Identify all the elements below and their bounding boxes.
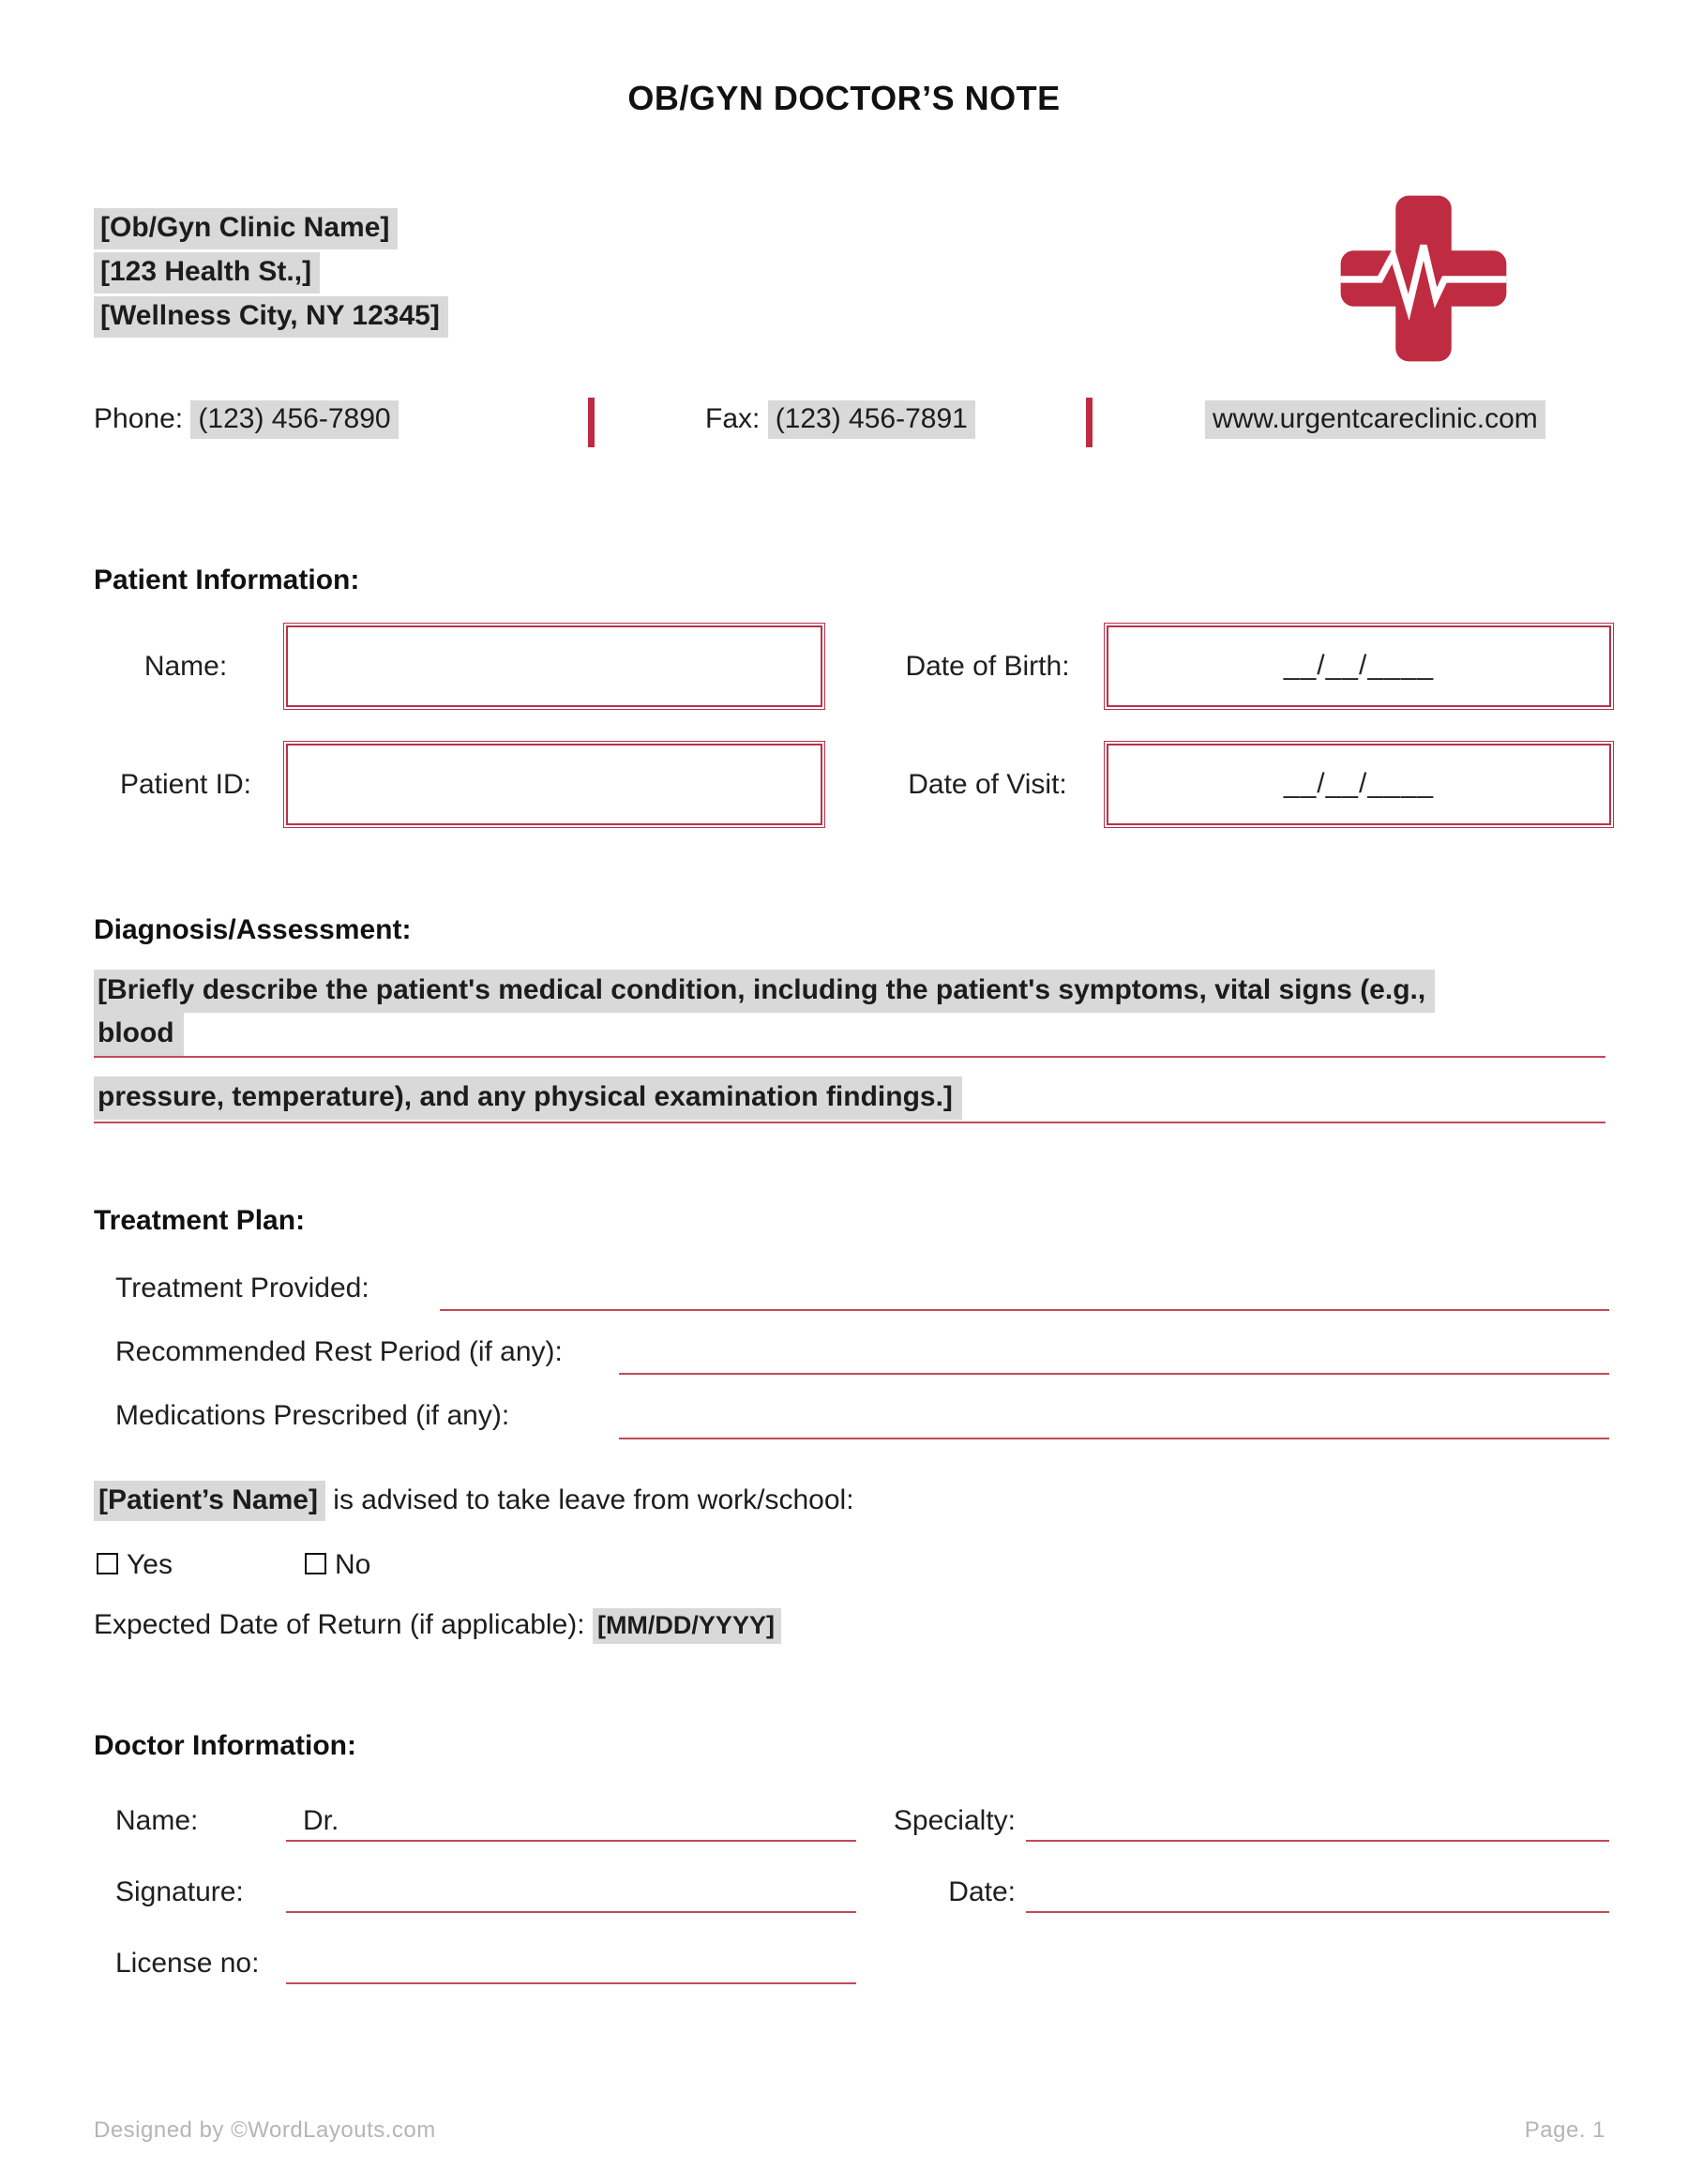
diagnosis-placeholder-line2: pressure, temperature), and any physical examination findings.] [94,1077,962,1120]
no-option [305,1549,370,1581]
treatment-provided-field[interactable] [440,1309,1609,1311]
date-field[interactable] [1026,1911,1609,1913]
doctor-information-heading: Doctor Information: [94,1730,356,1761]
patient-id-input[interactable] [283,741,825,828]
website-url: www.urgentcareclinic.com [1205,400,1545,439]
diagnosis-heading: Diagnosis/Assessment: [94,914,412,945]
patient-id-label: Patient ID: [119,769,252,800]
yes-option [97,1549,173,1581]
no-label: No [335,1549,371,1580]
diagnosis-write-line-2[interactable] [94,1122,1605,1123]
license-field[interactable] [286,1982,856,1984]
medications-label: Medications Prescribed (if any): [115,1400,510,1431]
fax-block [705,403,975,435]
treatment-provided-label: Treatment Provided: [115,1273,369,1303]
date-label: Date: [948,1876,1016,1907]
doctor-name-field[interactable] [286,1840,856,1842]
clinic-name: [Ob/Gyn Clinic Name] [94,208,398,249]
footer-credit: Designed by ©WordLayouts.com [94,2117,436,2143]
leave-advisory-text: is advised to take leave from work/school: [324,1484,854,1515]
patient-name-placeholder: [Patient’s Name] [94,1481,325,1521]
no-checkbox[interactable] [305,1553,326,1574]
rest-period-field[interactable] [619,1373,1609,1375]
footer-page-number: Page. 1 [1524,2117,1605,2143]
diagnosis-write-line-1[interactable] [94,1056,1605,1058]
expected-return-label: Expected Date of Return (if applicable): [94,1609,593,1640]
fax-label: Fax: [705,403,768,434]
treatment-plan-heading: Treatment Plan: [94,1205,306,1236]
patient-information-heading: Patient Information: [94,565,360,595]
phone-block [94,403,399,435]
clinic-address-line2: [Wellness City, NY 12345] [94,296,448,338]
patient-name-input[interactable] [283,623,825,710]
license-label: License no: [115,1948,260,1979]
specialty-label: Specialty: [893,1805,1016,1836]
specialty-field[interactable] [1026,1840,1609,1842]
diagnosis-placeholder-line1: [Briefly describe the patient's medical condition, including the patient's symptoms, vital signs (e.g., [94,970,1435,1013]
fax-number: (123) 456-7891 [768,400,975,439]
patient-name-label: Name: [143,651,228,682]
phone-number: (123) 456-7890 [190,400,398,439]
phone-label: Phone: [94,403,191,434]
leave-advisory-line [94,1484,854,1516]
date-of-visit-label: Date of Visit: [908,769,1067,800]
medical-cross-icon [1336,189,1511,368]
rest-period-label: Recommended Rest Period (if any): [115,1336,563,1367]
page-title: OB/GYN DOCTOR’S NOTE [627,79,1061,117]
medications-field[interactable] [619,1438,1609,1439]
divider-bar [1086,398,1093,447]
yes-checkbox[interactable] [97,1553,118,1574]
diagnosis-placeholder-line1-cont: blood [94,1013,184,1056]
date-of-visit-input[interactable]: __/__/____ [1104,741,1614,828]
signature-label: Signature: [115,1876,244,1907]
signature-field[interactable] [286,1911,856,1913]
doctor-name-label: Name: [115,1805,199,1836]
doctor-name-prefix: Dr. [303,1805,339,1836]
clinic-address-line1: [123 Health St.,] [94,252,320,294]
expected-return-line [94,1609,781,1641]
date-of-birth-label: Date of Birth: [905,651,1070,682]
website-block [1205,403,1545,435]
divider-bar [588,398,595,447]
return-date-placeholder[interactable]: [MM/DD/YYYY] [593,1608,781,1644]
yes-label: Yes [127,1549,173,1580]
date-of-birth-input[interactable]: __/__/____ [1104,623,1614,710]
